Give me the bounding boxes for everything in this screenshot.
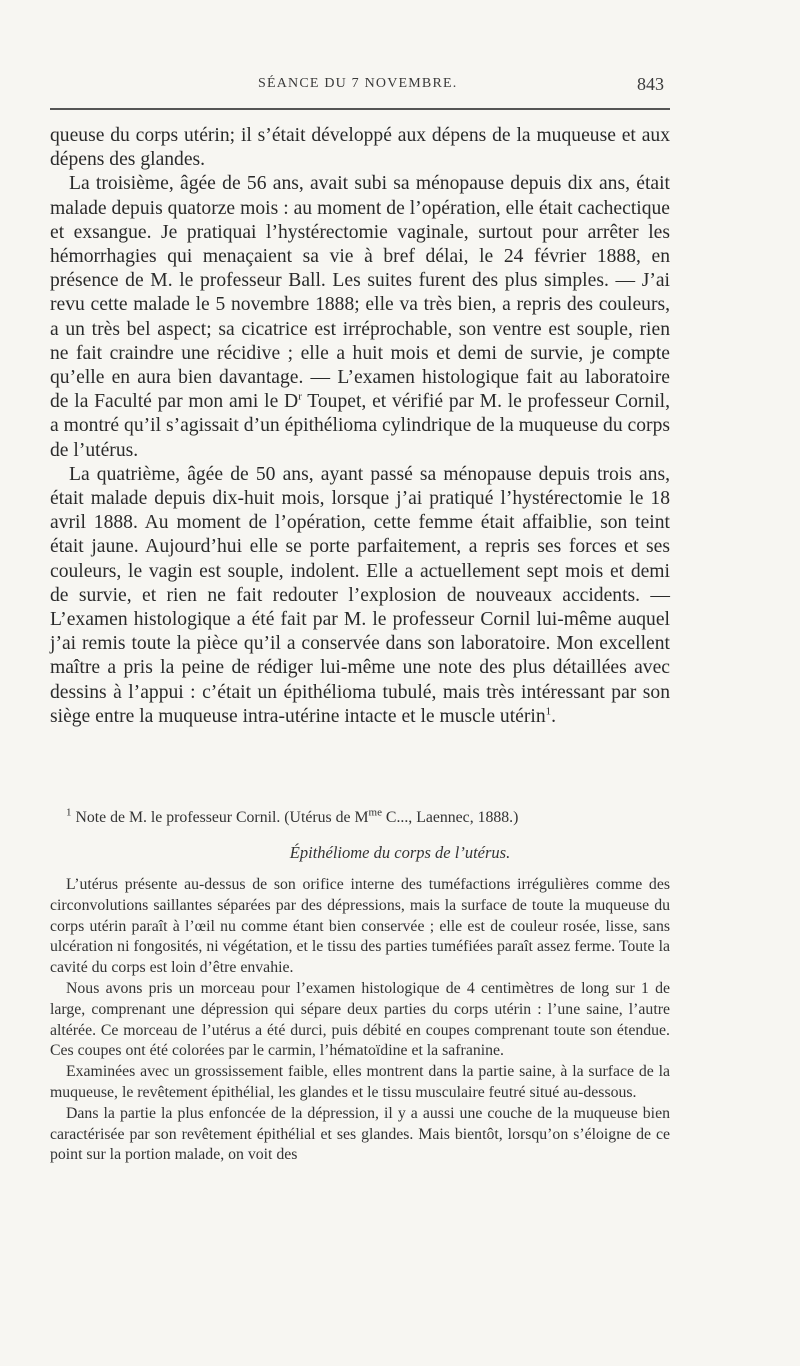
paragraph-fourth-case	[50, 463, 670, 729]
footnote-marker: 1	[66, 806, 72, 819]
note-paragraph: Nous avons pris un morceau pour l’examen histologique de 4 centimètres de long sur 1 de large, comprenant une dépression qui sépare deux parties du corps utérin : l’une saine, l’autre altérée. Ce morceau de l’utérus a été durci, puis débité en coupes comprenant toute son étendue. Ces coupes ont été colorées par le carmin, l’hématoïdine et la safranine.	[50, 979, 670, 1060]
page-number: 843	[637, 74, 664, 94]
note-paragraph: Examinées avec un grossissement faible, elles montrent dans la partie saine, à la surface de la muqueuse, le revêtement épithélial, les glandes et le tissu musculaire feutré situé au-dessous.	[50, 1063, 670, 1101]
page-header	[50, 76, 668, 102]
paragraph-text: .	[551, 705, 557, 727]
header-rule	[50, 108, 670, 110]
note-body	[50, 875, 670, 1166]
note-title: Épithéliome du corps de l’utérus.	[289, 843, 511, 862]
footnote-reference: 1	[545, 705, 552, 718]
superscript: me	[368, 806, 382, 819]
note-paragraph: Dans la partie la plus enfoncée de la dépression, il y a aussi une couche de la muqueuse bien caractérisée par son revêtement épithélial et ses glandes. Mais bientôt, lorsqu’on s’éloigne de ce point sur la portion malade, on voit des	[50, 1104, 670, 1164]
footnote-text: C..., Laennec, 1888.)	[381, 809, 519, 826]
paragraph-text: Toupet, et vérifié par M. le professeur Cornil, a montré qu’il s’agissait d’un épithélioma cylindrique de la muqueuse du corps de l’utérus.	[50, 391, 670, 461]
footnote-lead	[66, 808, 670, 828]
paragraph-text: La quatrième, âgée de 50 ans, ayant passé sa ménopause depuis trois ans, était malade depuis dix-huit mois, lorsque j’ai pratiqué l’hystérectomie le 18 avril 1888. Au moment de l’opération, cette femme était affaiblie, son teint était jaune. Aujourd’hui elle se porte parfaitement, a repris ses forces et ses couleurs, le vagin est souple, indolent. Elle a actuellement sept mois et demi de survie, et rien ne fait redouter l’explosion de nouveaux accidents. — L’examen histologique a été fait par M. le professeur Cornil lui-même auquel j’ai remis toute la pièce qu’il a conservée dans son laboratoire. Mon excellent maître a pris la peine de rédiger lui-même une note des plus détaillées avec dessins à l’appui : c’était un épithélioma tubulé, mais très intéressant par son siège entre la muqueuse intra-utérine intacte et le muscle utérin	[50, 463, 670, 727]
note-paragraph: L’utérus présente au-dessus de son orifice interne des tuméfactions irrégulières comme des circonvolutions saillantes séparées par des dépressions, mais la surface de toute la muqueuse du corps utérin paraît à l’œil nu comme étant bien conservée ; elle est de couleur rosée, lisse, sans ulcération ni fongosités, ni végétation, et le tissu des parties tuméfiées paraît assez ferme. Toute la cavité du corps est loin d’être envahie.	[50, 876, 670, 977]
superscript: r	[298, 390, 302, 403]
paragraph-continuation: queuse du corps utérin; il s’était développé aux dépens de la muqueuse et aux dépens des glandes.	[50, 125, 670, 171]
paragraph-third-case	[50, 172, 670, 462]
footnote-text: Note de M. le professeur Cornil. (Utérus de M	[71, 809, 369, 826]
paragraph-text: La troisième, âgée de 56 ans, avait subi sa ménopause depuis dix ans, était malade depuis quatorze mois : au moment de l’opération, elle était cachectique et exsangue. Je pratiquai l’hystérectomie vaginale, surtout pour arrêter les hémorrhagies qui menaçaient sa vie à bref délai, le 24 février 1888, en présence de M. le professeur Ball. Les suites furent des plus simples. — J’ai revu cette malade le 5 novembre 1888; elle va très bien, a repris des couleurs, a un très bel aspect; sa cicatrice est irréprochable, son ventre est souple, rien ne fait craindre une récidive ; elle a huit mois et demi de survie, je compte qu’elle en aura bien davantage. — L’examen histologique fait au laboratoire de la Faculté par mon ami le D	[50, 173, 670, 413]
main-text	[50, 124, 670, 729]
running-head: SÉANCE DU 7 NOVEMBRE.	[258, 76, 458, 91]
